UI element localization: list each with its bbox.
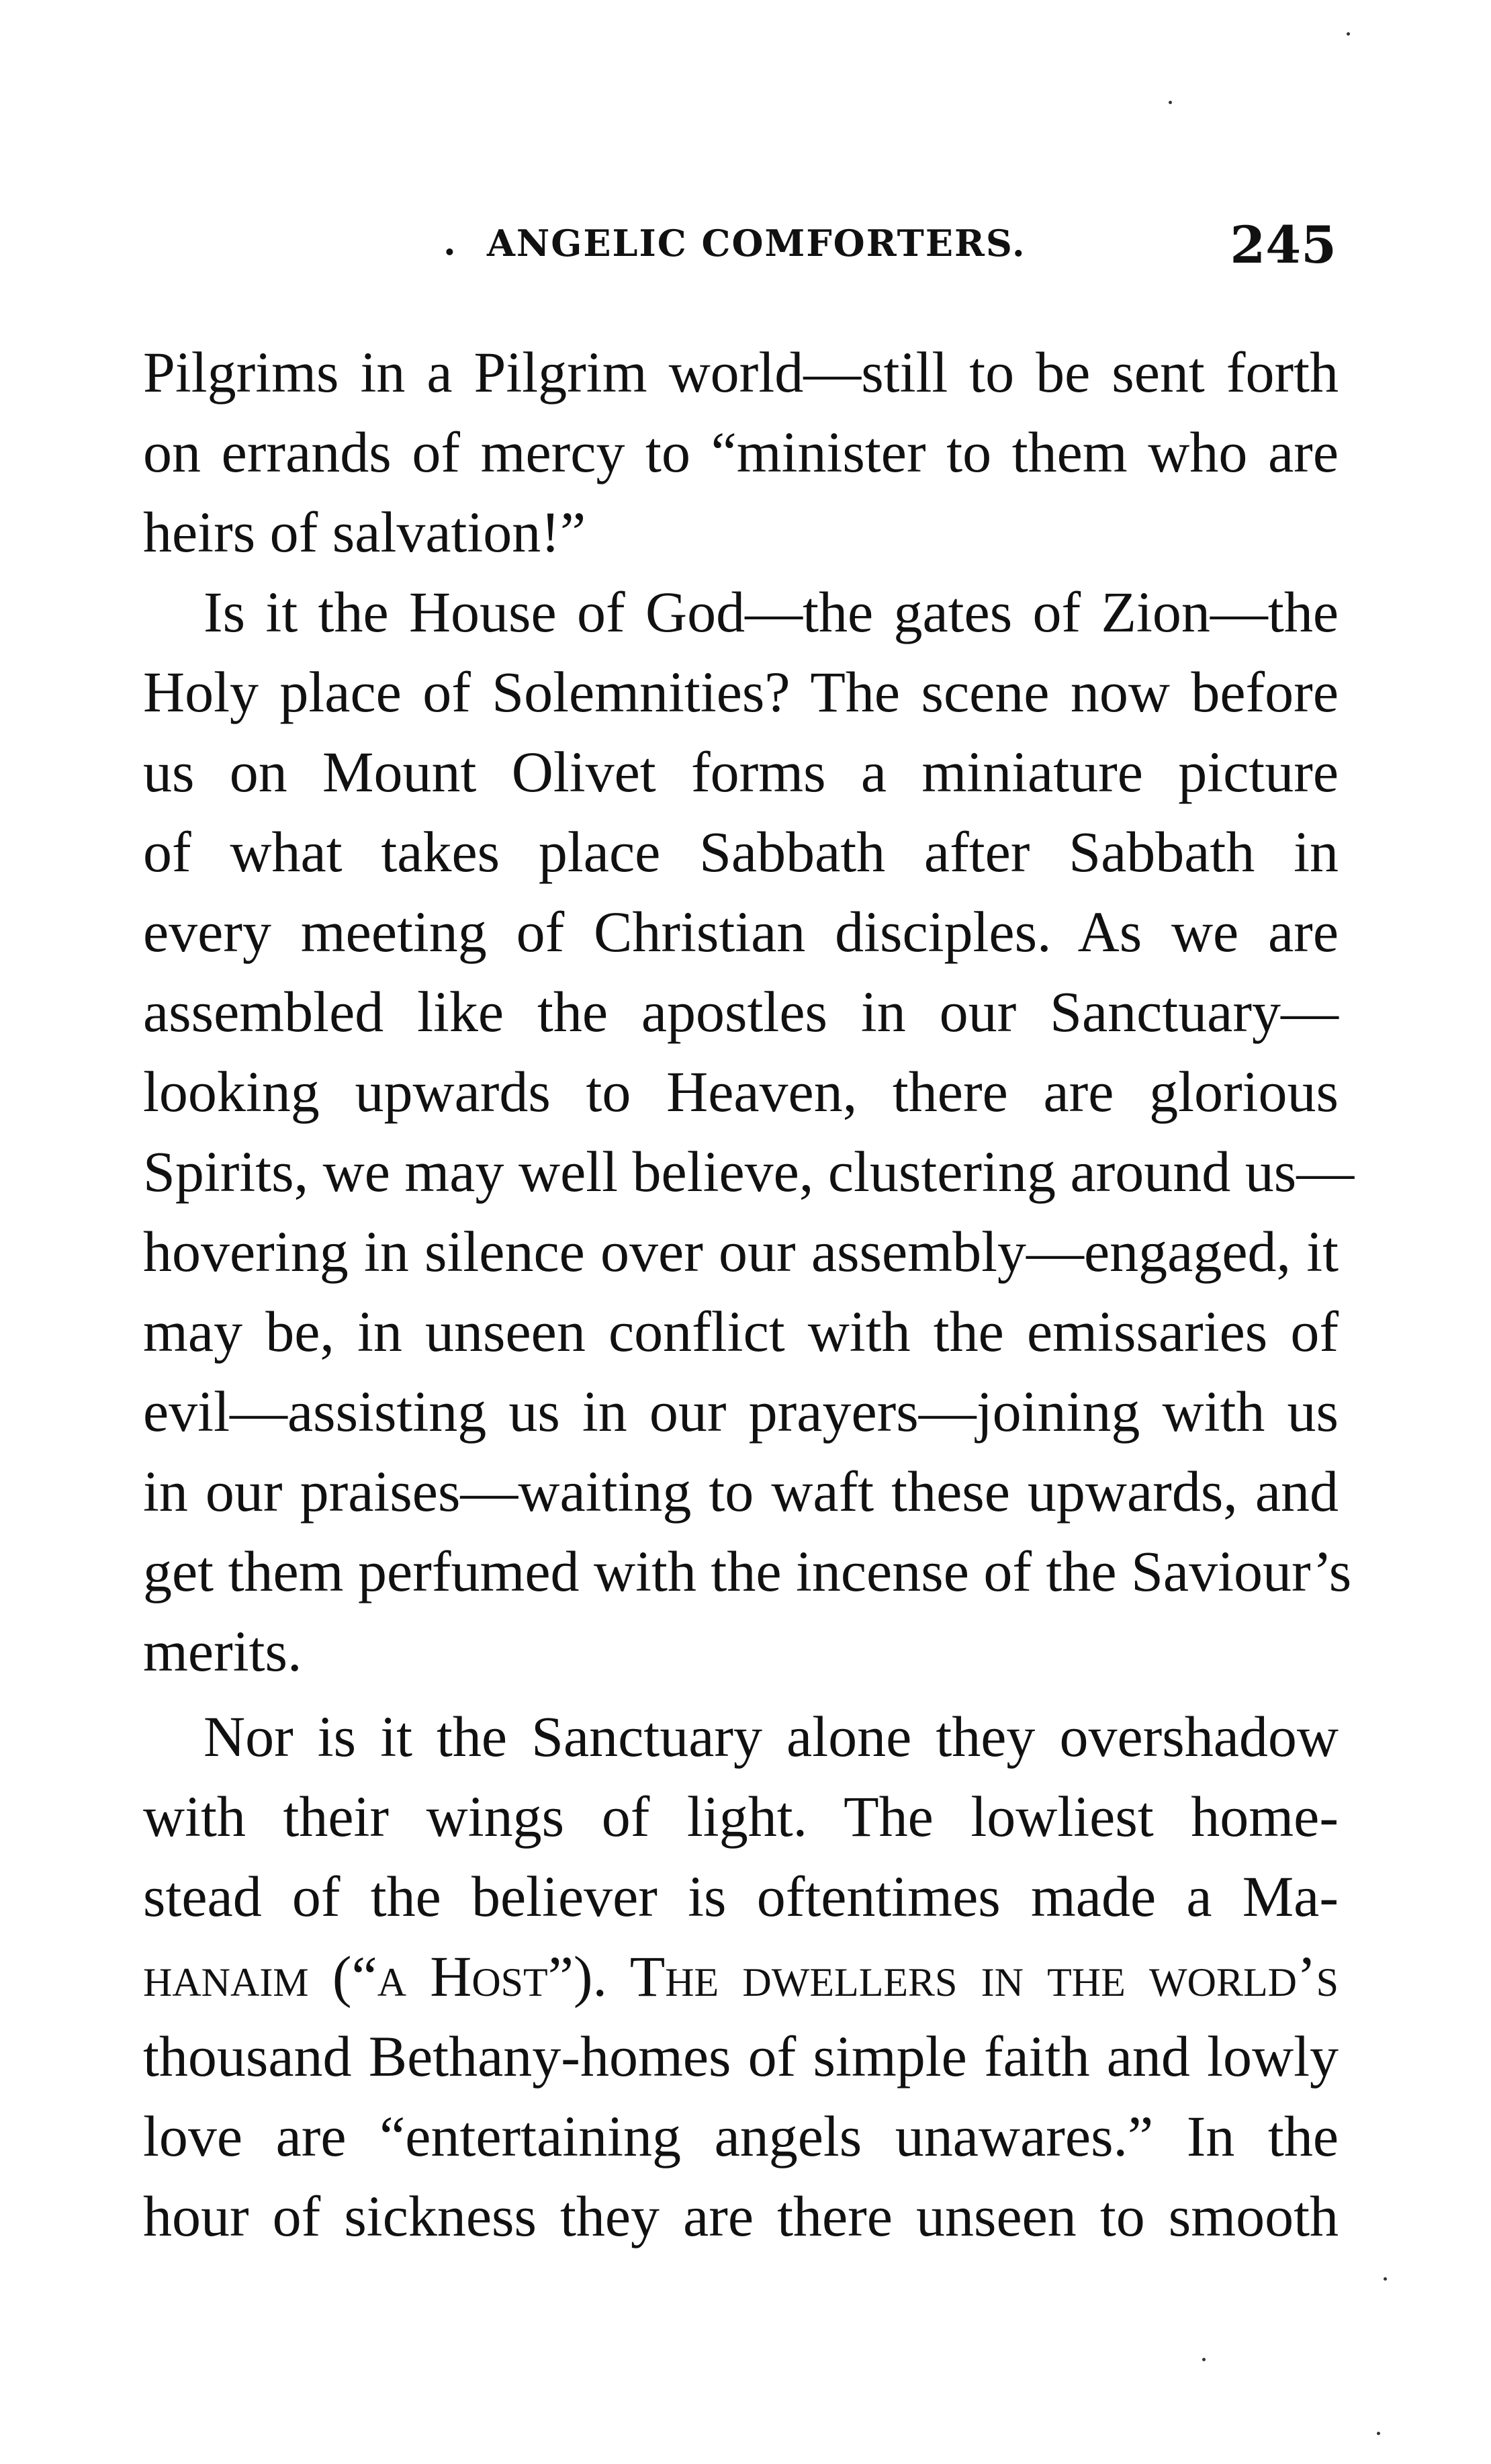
running-head [443, 215, 1337, 275]
text-line: every meeting of Christian disciples. As we are [143, 899, 1339, 964]
smallcaps-line: hanaim (“a Host”). The dwellers in the world’s [143, 1944, 1339, 2009]
text-line: love are “entertaining angels unawares.” In the [143, 2104, 1339, 2168]
paragraph-first-line: Nor is it the Sanctuary alone they overshadow [204, 1704, 1339, 1769]
text-line: in our praises—waiting to waft these upwards, and [143, 1459, 1339, 1524]
text-line: looking upwards to Heaven, there are glorious [143, 1059, 1339, 1124]
text-line [143, 1937, 1339, 2017]
text-line: stead of the believer is oftentimes made a Ma- [143, 1864, 1339, 1929]
text-line: assembled like the apostles in our Sanctuary— [143, 979, 1339, 1044]
text-line: Holy place of Solemnities? The scene now before [143, 660, 1339, 724]
scan-speck [1377, 2432, 1380, 2435]
text-line: hovering in silence over our assembly—engaged, it [143, 1219, 1339, 1284]
text-line: thousand Bethany-homes of simple faith and lowly [143, 2024, 1339, 2088]
text-line: with their wings of light. The lowliest home- [143, 1784, 1339, 1849]
text-line: merits. [143, 1619, 302, 1683]
text-line: evil—assisting us in our prayers—joining with us [143, 1379, 1339, 1444]
text-line: on errands of mercy to “minister to them who are [143, 420, 1339, 484]
body-text [143, 333, 1355, 2256]
scan-speck [1169, 101, 1172, 104]
running-head-dot: . [443, 220, 456, 263]
text-line: Pilgrims in a Pilgrim world—still to be sent forth [143, 340, 1339, 404]
text-line: Spirits, we may well believe, clustering around us— [143, 1139, 1355, 1204]
scan-speck [1347, 32, 1350, 36]
page-number: 245 [1230, 215, 1337, 275]
paragraph-first-line: Is it the House of God—the gates of Zion—the [204, 580, 1339, 644]
text-line: get them perfumed with the incense of the Saviour’s [143, 1539, 1352, 1603]
text-line: of what takes place Sabbath after Sabbath in [143, 820, 1339, 884]
text-line: may be, in unseen conflict with the emissaries of [143, 1299, 1339, 1364]
text-line: heirs of salvation!” [143, 500, 586, 564]
text-line: hour of sickness they are there unseen to smooth [143, 2184, 1339, 2248]
running-head-title: ANGELIC COMFORTERS. [487, 222, 1026, 265]
scan-speck [1384, 2277, 1387, 2281]
text-line: us on Mount Olivet forms a miniature picture [143, 740, 1339, 804]
scan-speck [1202, 2358, 1206, 2361]
